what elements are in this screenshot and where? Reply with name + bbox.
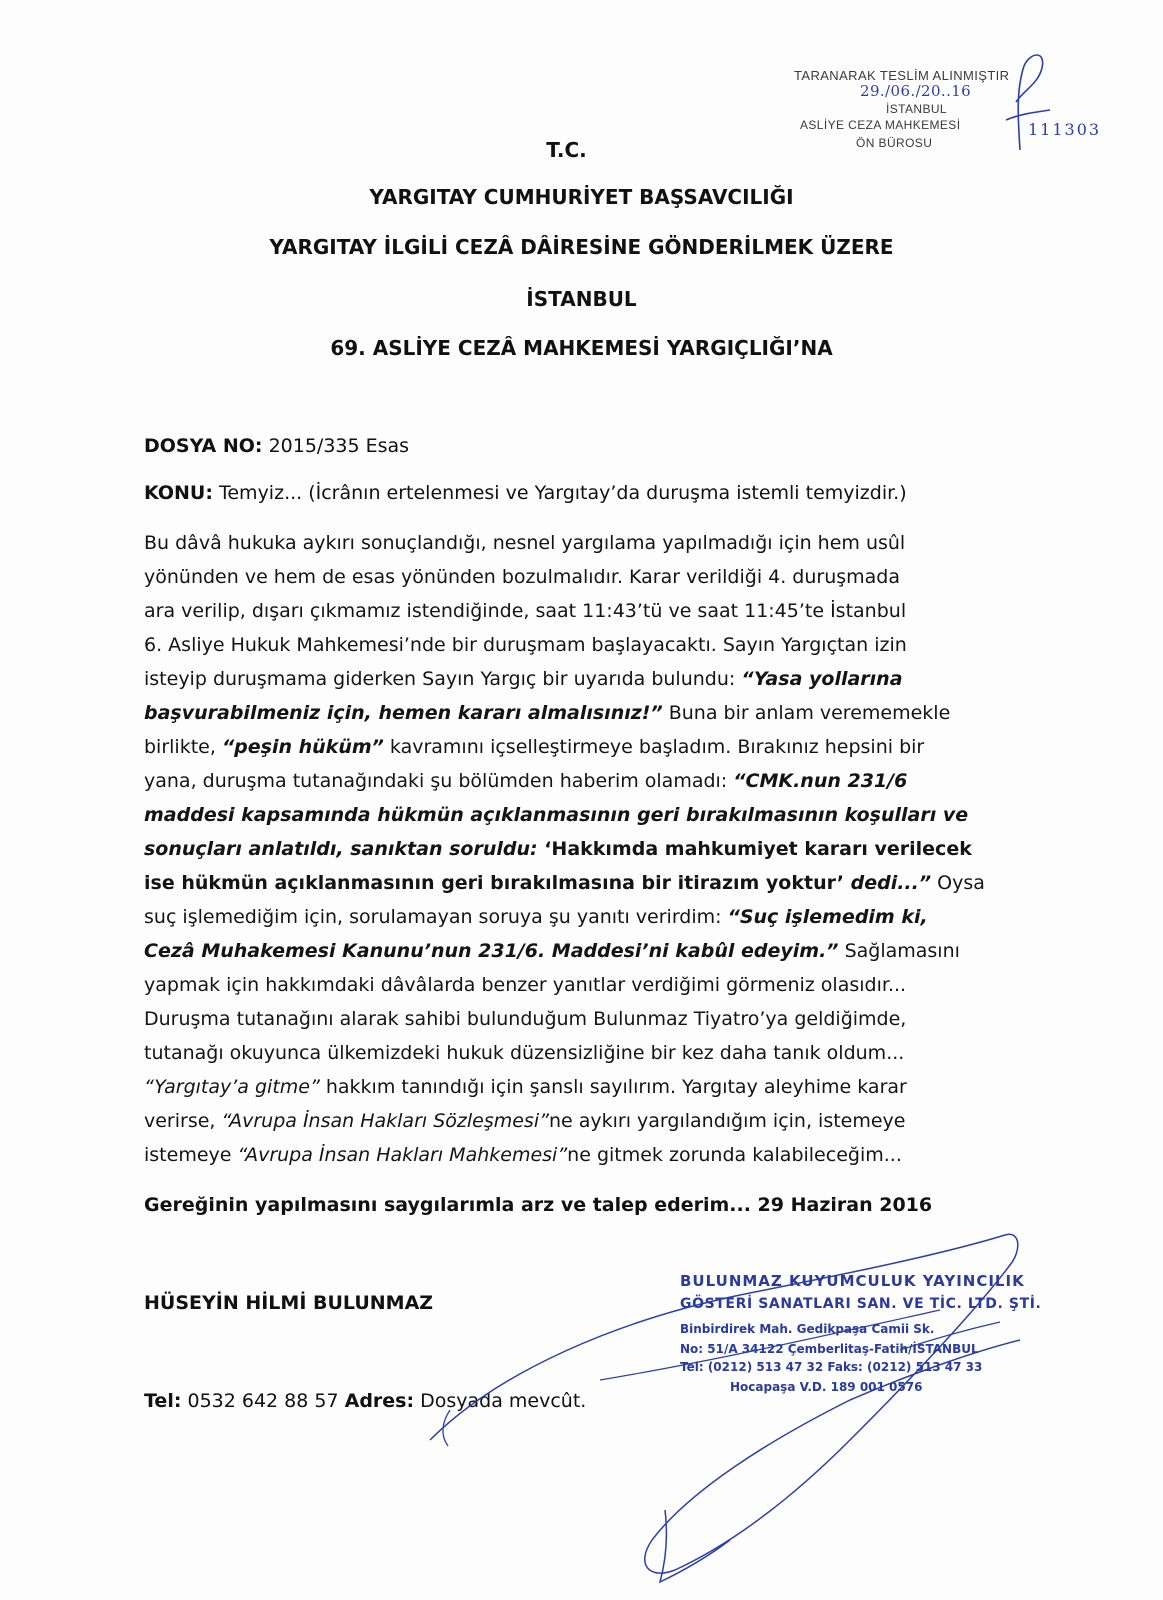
tel-label: Tel: <box>144 1390 182 1412</box>
receipt-stamp-line1: TARANARAK TESLİM ALINMIŞTIR <box>794 68 1010 83</box>
body-line <box>144 662 1024 696</box>
body-quote: “Yargıtay’a gitme” <box>144 1076 320 1098</box>
body-line: yapmak için hakkımdaki dâvâlarda benzer yanıtlar verdiğimi görmeniz olasıdır... <box>144 974 907 996</box>
body-text: Sağlamasını <box>838 940 960 962</box>
receipt-stamp-office: ÖN BÜROSU <box>856 136 933 150</box>
company-stamp <box>680 1272 1042 1422</box>
body-line <box>144 934 1024 968</box>
tel-value: 0532 642 88 57 <box>181 1390 345 1412</box>
file-number-label: DOSYA NO: <box>144 435 263 457</box>
address-label: Adres: <box>344 1390 415 1412</box>
company-stamp-phone: Tel: (0212) 513 47 32 Faks: (0212) 513 47 33 <box>680 1360 983 1374</box>
body-quote: “Yasa yollarına <box>741 668 903 690</box>
body-quote: başvurabilmeniz için, hemen kararı almalısınız!” <box>144 702 663 724</box>
body-quote: sonuçları anlatıldı, sanıktan soruldu: <box>144 838 538 860</box>
subject-value: Temyiz... (İcrânın ertelenmesi ve Yargıtay’da duruşma istemli temyizdir.) <box>212 482 907 504</box>
body-text: ne gitmek zorunda kalabileceğim... <box>567 1144 902 1166</box>
petition-body <box>144 526 1024 1172</box>
body-quote: Cezâ Muhakemesi Kanunu’nun 231/6. Maddesi’ni kabûl edeyim.” <box>144 940 839 962</box>
body-text: hakkım tanındığı için şanslı sayılırım. Yargıtay aleyhime karar <box>319 1076 907 1098</box>
subject <box>144 482 907 504</box>
file-number-value: 2015/335 Esas <box>262 435 410 457</box>
address-value: Dosyada mevcût. <box>414 1390 587 1412</box>
body-line: ara verilip, dışarı çıkmamız istendiğinde, saat 11:43’tü ve saat 11:45’te İstanbul <box>144 600 907 622</box>
heading-city: İSTANBUL <box>526 287 637 311</box>
receipt-stamp-court: ASLİYE CEZA MAHKEMESİ <box>800 118 961 132</box>
closing-statement: Gereğinin yapılmasını saygılarımla arz ve talep ederim... 29 Haziran 2016 <box>144 1194 933 1216</box>
body-text: yana, duruşma tutanağındaki şu bölümden haberim olamadı: <box>144 770 734 792</box>
body-text: kavramını içselleştirmeye başladım. Bırakınız hepsini bir <box>383 736 925 758</box>
heading-prosecutor-office: YARGITAY CUMHURİYET BAŞSAVCILIĞI <box>369 185 794 209</box>
body-text: Buna bir anlam verememekle <box>662 702 951 724</box>
body-line <box>144 696 1024 730</box>
body-text: istemeye <box>144 1144 238 1166</box>
body-line: tutanağı okuyunca ülkemizdeki hukuk düzensizliğine bir kez daha tanık oldum... <box>144 1042 905 1064</box>
heading-tc: T.C. <box>546 138 587 162</box>
body-quote: “Suç işlemedim ki, <box>727 906 928 928</box>
heading-forwarding-note: YARGITAY İLGİLİ CEZÂ DÂİRESİNE GÖNDERİLMEK ÜZERE <box>269 235 894 259</box>
body-text: Oysa <box>931 872 985 894</box>
signatory-name: HÜSEYİN HİLMİ BULUNMAZ <box>144 1292 434 1314</box>
body-line <box>144 1104 1024 1138</box>
body-quote: ‘Hakkımda mahkumiyet kararı verilecek <box>537 838 972 860</box>
body-line <box>144 866 1024 900</box>
body-text: verirse, <box>144 1110 222 1132</box>
body-line <box>144 900 1024 934</box>
company-stamp-line1: BULUNMAZ KUYUMCULUK YAYINCILIK <box>680 1272 1025 1290</box>
receipt-stamp-date: 29./06./20..16 <box>860 82 972 100</box>
heading-court: 69. ASLİYE CEZÂ MAHKEMESİ YARGIÇLIĞI’NA <box>330 336 833 360</box>
body-line <box>144 764 1024 798</box>
receipt-stamp-number: 111303 <box>1028 120 1102 139</box>
body-text: ne aykırı yargılandığım için, istemeye <box>548 1110 906 1132</box>
body-line: Bu dâvâ hukuka aykırı sonuçlandığı, nesnel yargılama yapılmadığı için hem usûl <box>144 532 906 554</box>
body-quote: dedi...” <box>844 872 932 894</box>
body-line: Duruşma tutanağını alarak sahibi bulunduğum Bulunmaz Tiyatro’ya geldiğimde, <box>144 1008 907 1030</box>
company-stamp-address: Binbirdirek Mah. Gedikpaşa Camii Sk. <box>680 1322 935 1336</box>
body-quote: “peşin hüküm” <box>221 736 384 758</box>
company-stamp-line2: GÖSTERİ SANATLARI SAN. VE TİC. LTD. ŞTİ. <box>680 1296 1042 1312</box>
body-line <box>144 730 1024 764</box>
company-stamp-address-2: No: 51/A 34122 Çemberlitaş-Fatih/İSTANBUL <box>680 1342 979 1356</box>
body-text: isteyip duruşmama giderken Sayın Yargıç bir uyarıda bulundu: <box>144 668 742 690</box>
body-line: yönünden ve hem de esas yönünden bozulmalıdır. Karar verildiği 4. duruşmada <box>144 566 901 588</box>
body-line: maddesi kapsamında hükmün açıklanmasının geri bırakılmasının koşulları ve <box>144 804 969 826</box>
body-line <box>144 832 1024 866</box>
company-stamp-tax: Hocapaşa V.D. 189 001 0576 <box>730 1380 923 1394</box>
receipt-stamp-city: İSTANBUL <box>886 102 947 116</box>
body-line <box>144 1070 1024 1104</box>
file-number <box>144 435 409 457</box>
body-text: suç işlemediğim için, sorulamayan soruya şu yanıtı verirdim: <box>144 906 728 928</box>
body-line <box>144 1138 1024 1172</box>
body-line: 6. Asliye Hukuk Mahkemesi’nde bir duruşmam başlayacaktı. Sayın Yargıçtan izin <box>144 634 907 656</box>
body-quote: ise hükmün açıklanmasının geri bırakılmasına bir itirazım yoktur’ <box>144 872 844 894</box>
contact-info <box>144 1390 586 1412</box>
body-quote: “CMK.nun 231/6 <box>733 770 908 792</box>
subject-label: KONU: <box>144 482 213 504</box>
body-quote: “Avrupa İnsan Hakları Sözleşmesi” <box>221 1110 549 1132</box>
body-text: birlikte, <box>144 736 222 758</box>
body-quote: “Avrupa İnsan Hakları Mahkemesi” <box>237 1144 568 1166</box>
